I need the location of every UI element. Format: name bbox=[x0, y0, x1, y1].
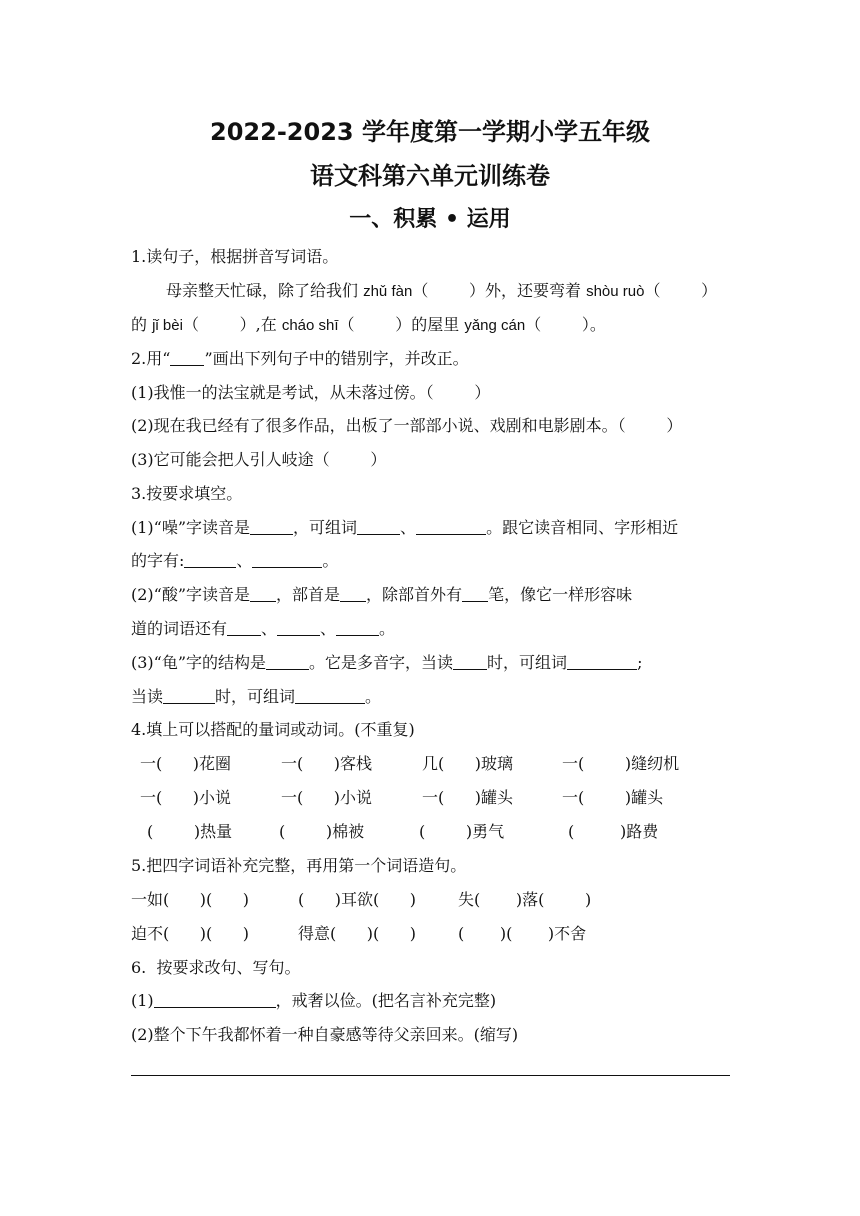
q4-cell[interactable]: 一( )罐头 bbox=[562, 788, 664, 807]
q5-cell[interactable]: ( )( )不舍 bbox=[458, 924, 587, 943]
q4-cell[interactable]: 一( )缝纫机 bbox=[562, 754, 680, 773]
q6-item-2: (2)整个下午我都怀着一种自豪感等待父亲回来。(缩写) bbox=[131, 1025, 519, 1044]
q3-text: 。 bbox=[322, 551, 339, 570]
fill-blank[interactable] bbox=[340, 585, 366, 602]
answer-paren[interactable]: （ ）外，还要弯着 bbox=[412, 281, 587, 300]
q3-text: 。跟它读音相同、字形相近 bbox=[486, 518, 679, 537]
q4-cell[interactable]: ( )路费 bbox=[568, 822, 659, 841]
q4-cell[interactable]: ( )棉被 bbox=[279, 822, 365, 841]
answer-paren[interactable]: （ ）。 bbox=[525, 315, 606, 334]
q3-text: 、 bbox=[236, 551, 253, 570]
fill-blank[interactable] bbox=[462, 585, 488, 602]
q3-text: ，除部首外有 bbox=[366, 585, 463, 604]
q6-prompt: 6. 按要求改句、写句。 bbox=[131, 958, 301, 977]
fill-blank[interactable] bbox=[250, 585, 276, 602]
q3-text: 。 bbox=[365, 687, 382, 706]
q2-prompt-end: ”画出下列句子中的错别字，并改正。 bbox=[204, 349, 469, 368]
q3-text: 、 bbox=[261, 619, 278, 638]
q2-item-2[interactable]: (2)现在我已经有了很多作品，出板了一部部小说、戏剧和电影剧本。（ ） bbox=[131, 416, 683, 435]
q3-text: (2)“酸”字读音是 bbox=[131, 585, 251, 604]
q5-cell[interactable]: 一如( )( ) bbox=[131, 890, 250, 909]
title-line-1: 2022-2023 学年度第一学期小学五年级 bbox=[210, 118, 650, 146]
q2-item-1[interactable]: (1)我惟一的法宝就是考试，从未落过傍。（ ） bbox=[131, 383, 491, 402]
q3-text: (3)“龟”字的结构是 bbox=[131, 653, 267, 672]
q2-prompt-start: 2.用“ bbox=[131, 349, 171, 368]
q1-prompt: 1.读句子，根据拼音写词语。 bbox=[131, 247, 339, 266]
q6-text: ，戒奢以俭。(把名言补充完整) bbox=[275, 991, 497, 1010]
q4-cell[interactable]: 几( )玻璃 bbox=[422, 754, 514, 773]
pinyin-jibei: jǐ bèi bbox=[152, 317, 183, 334]
fill-blank[interactable] bbox=[295, 687, 365, 704]
q1-sentence-line-2 bbox=[131, 314, 606, 337]
answer-paren[interactable]: （ ） bbox=[644, 281, 718, 300]
q4-cell[interactable]: 一( )罐头 bbox=[422, 788, 514, 807]
section-heading: 一、积累 • 运用 bbox=[349, 207, 511, 232]
fill-blank[interactable] bbox=[266, 653, 309, 670]
q4-cell[interactable]: ( )勇气 bbox=[419, 822, 505, 841]
q4-cell[interactable]: ( )热量 bbox=[147, 822, 233, 841]
q2-item-3[interactable]: (3)它可能会把人引人岐途（ ） bbox=[131, 450, 387, 469]
pinyin-yangcan: yǎng cán bbox=[464, 317, 526, 334]
q3-text: 、 bbox=[400, 518, 417, 537]
q1-text: 母亲整天忙碌，除了给我们 bbox=[166, 281, 364, 300]
fill-blank[interactable] bbox=[163, 687, 215, 704]
q5-cell[interactable]: ( )耳欲( ) bbox=[298, 890, 417, 909]
q3-prompt: 3.按要求填空。 bbox=[131, 484, 243, 503]
q3-text: 的字有: bbox=[131, 551, 185, 570]
pinyin-chaoshi: cháo shī bbox=[281, 317, 339, 334]
q4-cell[interactable]: 一( )花圈 bbox=[140, 754, 232, 773]
q4-prompt: 4.填上可以搭配的量词或动词。(不重复) bbox=[131, 720, 415, 739]
q3-part-1-cont bbox=[131, 550, 338, 572]
q3-text: 。它是多音字，当读 bbox=[309, 653, 454, 672]
q5-cell[interactable]: 迫不( )( ) bbox=[131, 924, 250, 943]
q3-text: ; bbox=[637, 653, 643, 672]
answer-paren[interactable]: （ ）,在 bbox=[182, 315, 282, 334]
q3-text: (1)“噪”字读音是 bbox=[131, 518, 251, 537]
q3-part-3-cont bbox=[131, 686, 381, 708]
fill-blank[interactable] bbox=[416, 518, 486, 535]
fill-blank[interactable] bbox=[357, 518, 400, 535]
q3-text: ，部首是 bbox=[276, 585, 341, 604]
title-line-2: 语文科第六单元训练卷 bbox=[310, 162, 550, 190]
q3-part-3 bbox=[131, 652, 642, 674]
fill-blank[interactable] bbox=[154, 991, 276, 1008]
fill-blank[interactable] bbox=[453, 653, 487, 670]
q4-cell[interactable]: 一( )小说 bbox=[140, 788, 232, 807]
q3-text: ，可组词 bbox=[293, 518, 358, 537]
q3-part-2-cont bbox=[131, 618, 395, 640]
q1-sentence-line-1 bbox=[166, 280, 717, 303]
q6-text: (1) bbox=[131, 991, 154, 1010]
q5-cell[interactable]: 得意( )( ) bbox=[298, 924, 417, 943]
underline-sample bbox=[170, 349, 204, 366]
fill-blank[interactable] bbox=[277, 619, 320, 636]
q5-prompt: 5.把四字词语补充完整，再用第一个词语造句。 bbox=[131, 856, 467, 875]
pinyin-zhufan: zhǔ fàn bbox=[363, 283, 413, 300]
q3-text: 时，可组词 bbox=[215, 687, 296, 706]
fill-blank[interactable] bbox=[184, 551, 236, 568]
answer-paren[interactable]: （ ）的屋里 bbox=[338, 315, 465, 334]
q3-text: 道的词语还有 bbox=[131, 619, 228, 638]
q3-text: 当读 bbox=[131, 687, 164, 706]
fill-blank[interactable] bbox=[567, 653, 637, 670]
q4-cell[interactable]: 一( )小说 bbox=[281, 788, 373, 807]
q1-text: 的 bbox=[131, 315, 153, 334]
pinyin-shouruo: shòu ruò bbox=[586, 283, 645, 300]
q3-text: 时，可组词 bbox=[487, 653, 568, 672]
q2-prompt bbox=[131, 348, 469, 370]
answer-line[interactable] bbox=[131, 1075, 730, 1076]
fill-blank[interactable] bbox=[250, 518, 293, 535]
fill-blank[interactable] bbox=[336, 619, 379, 636]
q4-cell[interactable]: 一( )客栈 bbox=[281, 754, 373, 773]
q3-part-1 bbox=[131, 517, 678, 539]
fill-blank[interactable] bbox=[252, 551, 322, 568]
fill-blank[interactable] bbox=[227, 619, 261, 636]
q3-text: 、 bbox=[320, 619, 337, 638]
q3-text: 笔，像它一样形容味 bbox=[488, 585, 633, 604]
q6-item-1 bbox=[131, 990, 496, 1012]
q3-part-2 bbox=[131, 584, 632, 606]
q5-cell[interactable]: 失( )落( ) bbox=[458, 890, 592, 909]
q3-text: 。 bbox=[379, 619, 396, 638]
